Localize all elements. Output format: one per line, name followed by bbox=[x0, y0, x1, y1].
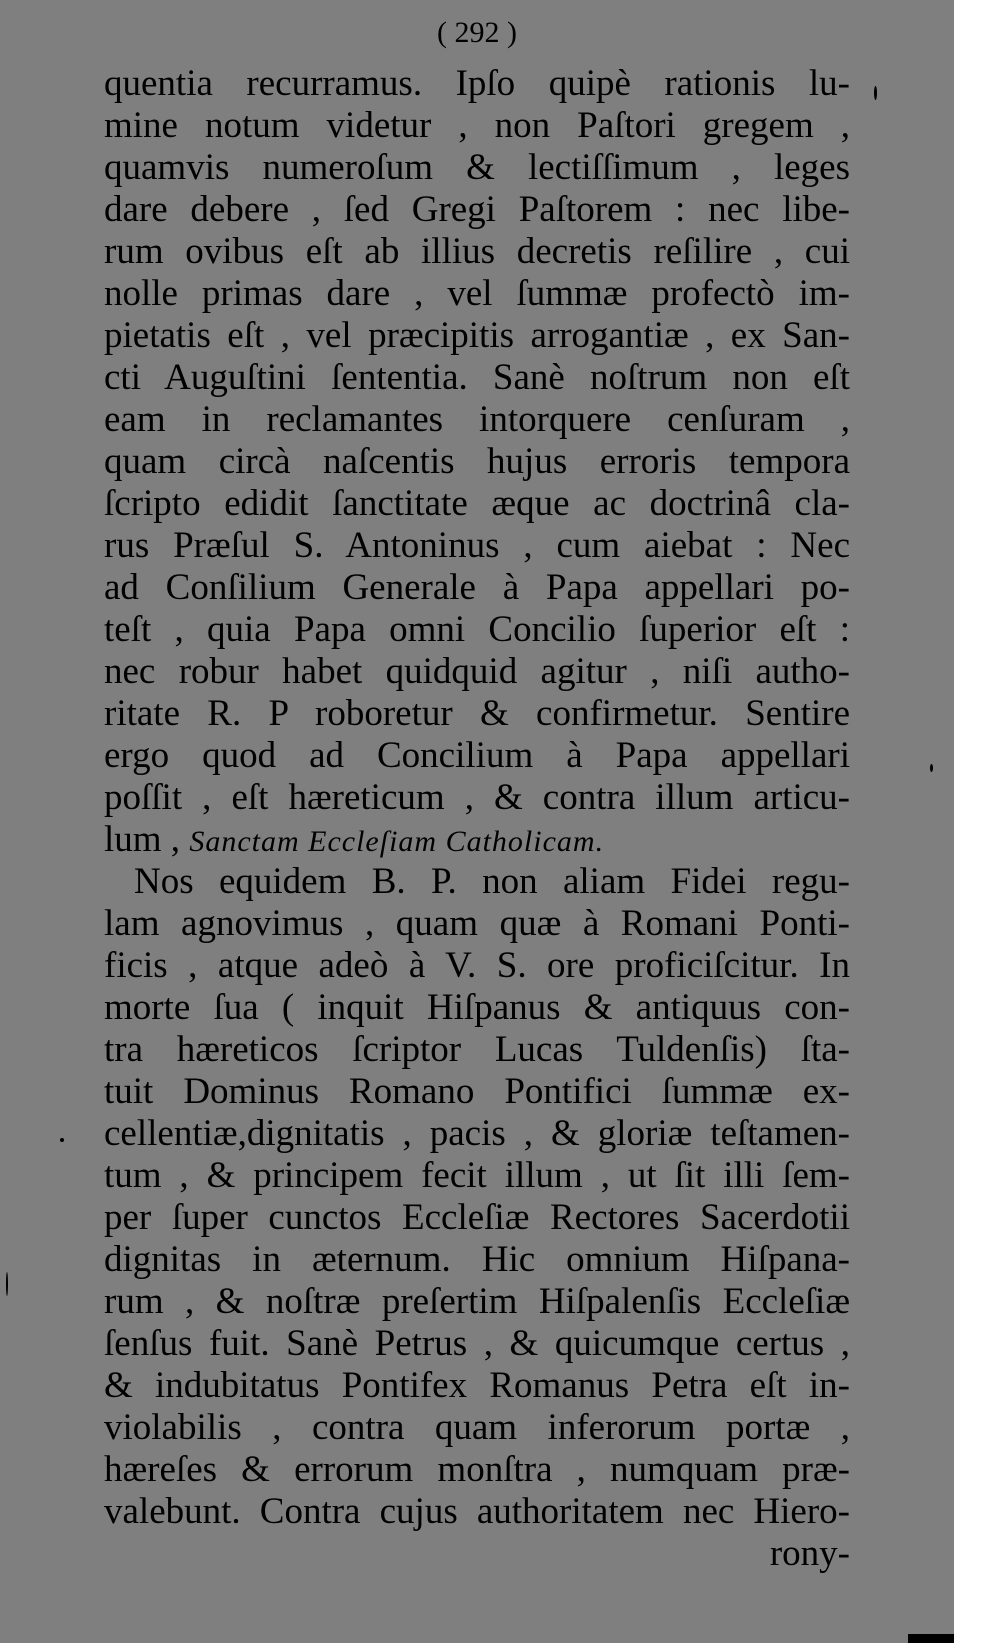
text-line: ſcripto edidit ſanctitate æque ac doctrinâ cla- bbox=[104, 483, 850, 524]
text-line: quam circà naſcentis hujus erroris tempora bbox=[104, 441, 850, 482]
catchword: rony- bbox=[769, 1533, 850, 1574]
text-line: teſt , quia Papa omni Concilio ſuperior eſt : bbox=[104, 609, 850, 650]
text-line: dare debere , ſed Gregi Paſtorem : nec libe- bbox=[104, 189, 850, 230]
text-line: dignitas in æternum. Hic omnium Hiſpana- bbox=[104, 1239, 850, 1280]
scan-speck bbox=[930, 764, 933, 772]
text-line: ritate R. P roboretur & confirmetur. Sentire bbox=[104, 693, 850, 734]
text-line: tra hæreticos ſcriptor Lucas Tuldenſis) ſta- bbox=[104, 1029, 850, 1070]
text-line: ſenſus fuit. Sanè Petrus , & quicumque certus , bbox=[104, 1323, 850, 1364]
text-line-start: lum , bbox=[104, 819, 190, 860]
text-line: rum , & noſtræ preſertim Hiſpalenſis Eccleſiæ bbox=[104, 1281, 850, 1322]
text-line: nolle primas dare , vel ſummæ profectò im- bbox=[104, 273, 850, 314]
text-line: quentia recurramus. Ipſo quipè rationis lu- bbox=[104, 63, 850, 104]
page-number: ( 292 ) bbox=[437, 16, 517, 49]
text-line: valebunt. Contra cujus authoritatem nec Hiero- bbox=[104, 1491, 850, 1532]
scan-edge-mark bbox=[908, 1634, 954, 1643]
text-line: poſſit , eſt hæreticum , & contra illum articu- bbox=[104, 777, 850, 818]
text-line: pietatis eſt , vel præcipitis arrogantiæ , ex San- bbox=[104, 315, 850, 356]
text-line: violabilis , contra quam inferorum portæ , bbox=[104, 1407, 850, 1448]
text-line: mine notum videtur , non Paſtori gregem , bbox=[104, 105, 850, 146]
text-line: quamvis numeroſum & lectiſſimum , leges bbox=[104, 147, 850, 188]
scan-speck bbox=[60, 1138, 64, 1142]
text-line: hæreſes & errorum monſtra , numquam præ- bbox=[104, 1449, 850, 1490]
text-line: rus Præſul S. Antoninus , cum aiebat : Nec bbox=[104, 525, 850, 566]
text-line: rum ovibus eſt ab illius decretis reſilire , cui bbox=[104, 231, 850, 272]
scan-speck bbox=[874, 86, 877, 100]
text-line: ad Conſilium Generale à Papa appellari po- bbox=[104, 567, 850, 608]
text-line: per ſuper cunctos Eccleſiæ Rectores Sacerdotii bbox=[104, 1197, 850, 1238]
text-line: eam in reclamantes intorquere cenſuram , bbox=[104, 399, 850, 440]
text-line bbox=[104, 820, 850, 860]
text-line: ergo quod ad Concilium à Papa appellari bbox=[104, 735, 850, 776]
text-line: & indubitatus Pontifex Romanus Petra eſt in- bbox=[104, 1365, 850, 1406]
text-line: morte ſua ( inquit Hiſpanus & antiquus con- bbox=[104, 987, 850, 1028]
text-line: nec robur habet quidquid agitur , niſi autho- bbox=[104, 651, 850, 692]
italic-quotation: Sanctam Eccleſiam Catholicam. bbox=[189, 825, 605, 858]
text-line: cti Auguſtini ſententia. Sanè noſtrum non eſt bbox=[104, 357, 850, 398]
text-line: tuit Dominus Romano Pontifici ſummæ ex- bbox=[104, 1071, 850, 1112]
paragraph-start-line: Nos equidem B. P. non aliam Fidei regu- bbox=[134, 861, 850, 902]
scan-speck bbox=[6, 1272, 8, 1296]
text-line: cellentiæ,dignitatis , pacis , & gloriæ teſtamen- bbox=[104, 1113, 850, 1154]
text-line: lam agnovimus , quam quæ à Romani Ponti- bbox=[104, 903, 850, 944]
text-line: ficis , atque adeò à V. S. ore proficiſcitur. In bbox=[104, 945, 850, 986]
text-line: tum , & principem fecit illum , ut ſit illi ſem- bbox=[104, 1155, 850, 1196]
